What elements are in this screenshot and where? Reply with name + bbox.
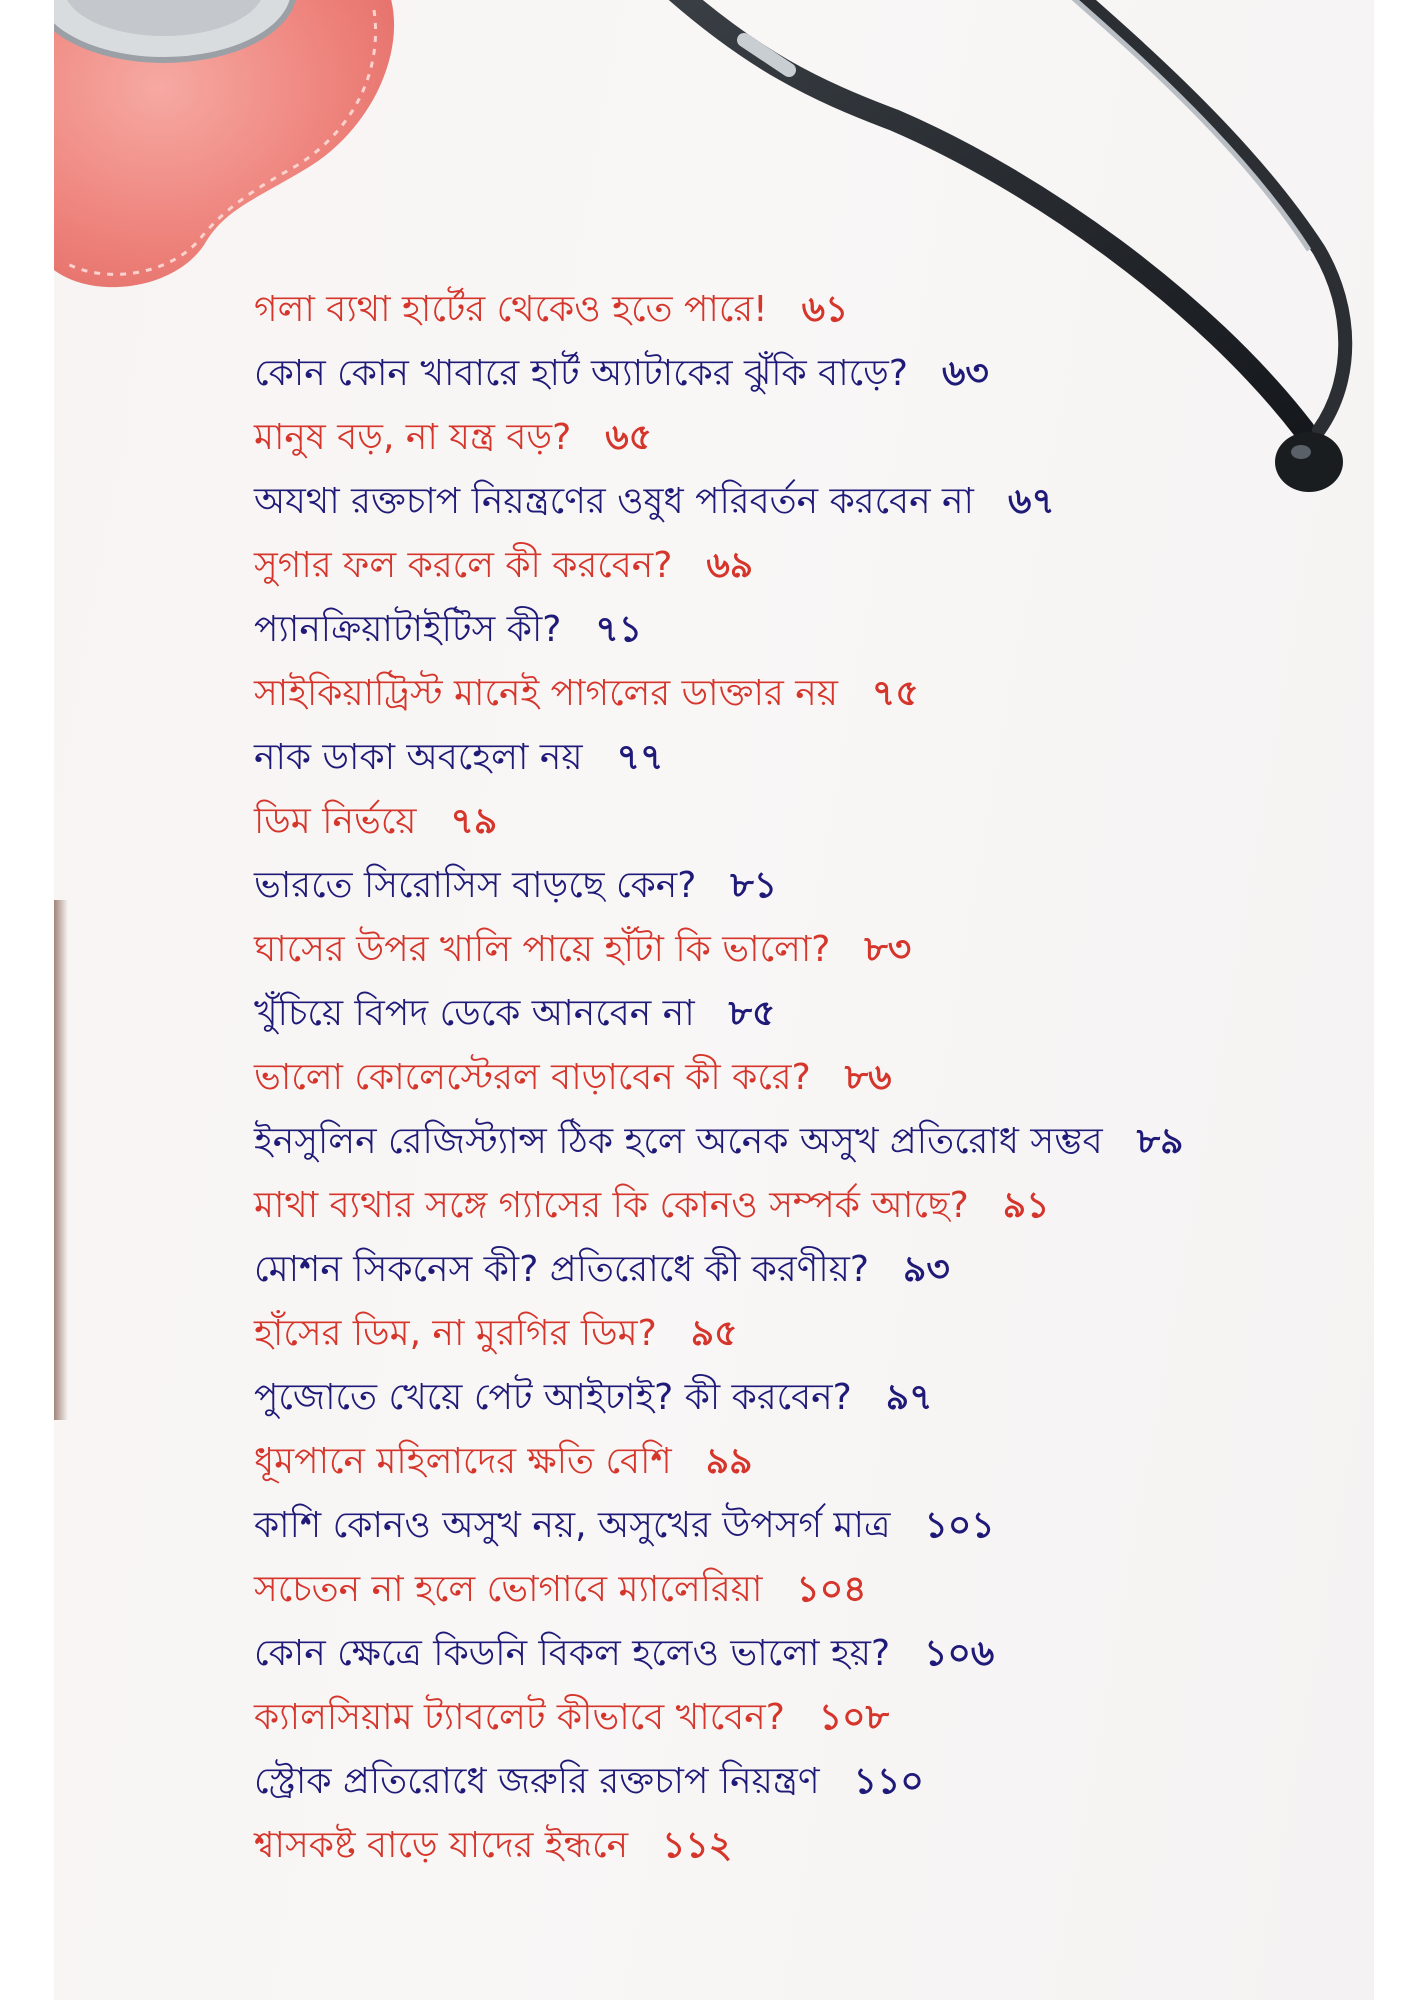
toc-entry bbox=[254, 536, 1314, 600]
toc-entry-page-number: ৯৩ bbox=[903, 1249, 950, 1290]
toc-entry-page-number: ৮৬ bbox=[844, 1057, 892, 1098]
toc-entry bbox=[254, 1688, 1314, 1752]
toc-entry-title: ক্যালসিয়াম ট্যাবলেট কীভাবে খাবেন? bbox=[254, 1697, 785, 1738]
toc-entry-page-number: ৭৭ bbox=[616, 737, 664, 778]
toc-entry bbox=[254, 1368, 1314, 1432]
toc-entry-page-number: ৭১ bbox=[595, 609, 643, 650]
toc-entry bbox=[254, 1240, 1314, 1304]
toc-entry bbox=[254, 728, 1314, 792]
toc-entry-title: খুঁচিয়ে বিপদ ডেকে আনবেন না bbox=[254, 993, 695, 1034]
toc-entry bbox=[254, 856, 1314, 920]
toc-entry-page-number: ১০৬ bbox=[924, 1633, 995, 1674]
toc-entry-page-number: ৮৫ bbox=[728, 993, 776, 1034]
toc-entry-page-number: ৬৫ bbox=[605, 417, 653, 458]
toc-entry-page-number: ৬১ bbox=[801, 289, 849, 330]
toc-entry-page-number: ১০১ bbox=[924, 1505, 995, 1546]
toc-entry-title: পুজোতে খেয়ে পেট আইঢাই? কী করবেন? bbox=[254, 1377, 852, 1418]
toc-entry bbox=[254, 920, 1314, 984]
toc-entry bbox=[254, 1624, 1314, 1688]
toc-entry bbox=[254, 1176, 1314, 1240]
toc-entry-title: ভালো কোলেস্টেরল বাড়াবেন কী করে? bbox=[254, 1057, 811, 1098]
toc-entry-title: সচেতন না হলে ভোগাবে ম্যালেরিয়া bbox=[254, 1569, 763, 1610]
toc-entry-page-number: ৬৩ bbox=[941, 353, 989, 394]
toc-entry bbox=[254, 1752, 1314, 1816]
toc-entry-title: হাঁসের ডিম, না মুরগির ডিম? bbox=[254, 1313, 657, 1354]
toc-entry-title: মাথা ব্যথার সঙ্গে গ্যাসের কি কোনও সম্পর্ক আছে? bbox=[254, 1185, 969, 1226]
toc-entry-title: ইনসুলিন রেজিস্ট্যান্স ঠিক হলে অনেক অসুখ প্রতিরোধ সম্ভব bbox=[254, 1121, 1103, 1162]
toc-entry-page-number: ৯১ bbox=[1002, 1185, 1050, 1226]
table-of-contents bbox=[254, 280, 1314, 1880]
spine-shadow bbox=[54, 900, 68, 1420]
toc-entry bbox=[254, 1496, 1314, 1560]
toc-entry-page-number: ১০৮ bbox=[818, 1697, 889, 1738]
toc-entry-title: সাইকিয়াট্রিস্ট মানেই পাগলের ডাক্তার নয় bbox=[254, 673, 838, 714]
toc-entry-title: ভারতে সিরোসিস বাড়ছে কেন? bbox=[254, 865, 697, 906]
toc-entry bbox=[254, 1432, 1314, 1496]
toc-entry bbox=[254, 1816, 1314, 1880]
toc-entry bbox=[254, 792, 1314, 856]
scan-margin-left bbox=[0, 0, 54, 2000]
toc-entry bbox=[254, 1304, 1314, 1368]
toc-entry-title: গলা ব্যথা হার্টের থেকেও হতে পারে! bbox=[254, 289, 768, 330]
toc-entry bbox=[254, 280, 1314, 344]
toc-entry-title: সুগার ফল করলে কী করবেন? bbox=[254, 545, 673, 586]
toc-entry bbox=[254, 472, 1314, 536]
book-page bbox=[54, 0, 1374, 2000]
scan-margin-right bbox=[1374, 0, 1428, 2000]
toc-entry-title: ঘাসের উপর খালি পায়ে হাঁটা কি ভালো? bbox=[254, 929, 831, 970]
toc-entry bbox=[254, 1560, 1314, 1624]
toc-entry-page-number: ৯৫ bbox=[690, 1313, 738, 1354]
toc-entry-title: প্যানক্রিয়াটাইটিস কী? bbox=[254, 609, 562, 650]
toc-entry-page-number: ৮৩ bbox=[864, 929, 912, 970]
toc-entry-title: শ্বাসকষ্ট বাড়ে যাদের ইন্ধনে bbox=[254, 1825, 629, 1866]
toc-entry-title: কোন ক্ষেত্রে কিডনি বিকল হলেও ভালো হয়? bbox=[254, 1633, 891, 1674]
toc-entry-page-number: ৮১ bbox=[730, 865, 778, 906]
toc-entry-title: নাক ডাকা অবহেলা নয় bbox=[254, 737, 583, 778]
toc-entry bbox=[254, 344, 1314, 408]
toc-entry-page-number: ১১০ bbox=[853, 1761, 924, 1802]
toc-entry-title: স্ট্রোক প্রতিরোধে জরুরি রক্তচাপ নিয়ন্ত্রণ bbox=[254, 1761, 820, 1802]
toc-entry-title: ধূমপানে মহিলাদের ক্ষতি বেশি bbox=[254, 1441, 672, 1482]
toc-entry-title: কোন কোন খাবারে হার্ট অ্যাটাকের ঝুঁকি বাড়ে? bbox=[254, 353, 908, 394]
toc-entry-title: কাশি কোনও অসুখ নয়, অসুখের উপসর্গ মাত্র bbox=[254, 1505, 891, 1546]
toc-entry-page-number: ৬৭ bbox=[1007, 481, 1055, 522]
toc-entry bbox=[254, 984, 1314, 1048]
toc-entry-page-number: ৬৯ bbox=[706, 545, 754, 586]
toc-entry-page-number: ৭৯ bbox=[450, 801, 498, 842]
toc-entry bbox=[254, 408, 1314, 472]
toc-entry bbox=[254, 1112, 1314, 1176]
toc-entry-page-number: ৯৯ bbox=[705, 1441, 753, 1482]
toc-entry-page-number: ১০৪ bbox=[796, 1569, 867, 1610]
toc-entry-title: অযথা রক্তচাপ নিয়ন্ত্রণের ওষুধ পরিবর্তন করবেন না bbox=[254, 481, 974, 522]
toc-entry-page-number: ৮৯ bbox=[1136, 1121, 1184, 1162]
toc-entry-page-number: ৭৫ bbox=[871, 673, 919, 714]
toc-entry-page-number: ১১২ bbox=[662, 1825, 733, 1866]
toc-entry-title: ডিম নির্ভয়ে bbox=[254, 801, 417, 842]
toc-entry bbox=[254, 664, 1314, 728]
toc-entry-title: মানুষ বড়, না যন্ত্র বড়? bbox=[254, 417, 572, 458]
toc-entry bbox=[254, 600, 1314, 664]
toc-entry-title: মোশন সিকনেস কী? প্রতিরোধে কী করণীয়? bbox=[254, 1249, 870, 1290]
toc-entry-page-number: ৯৭ bbox=[885, 1377, 933, 1418]
toc-entry bbox=[254, 1048, 1314, 1112]
